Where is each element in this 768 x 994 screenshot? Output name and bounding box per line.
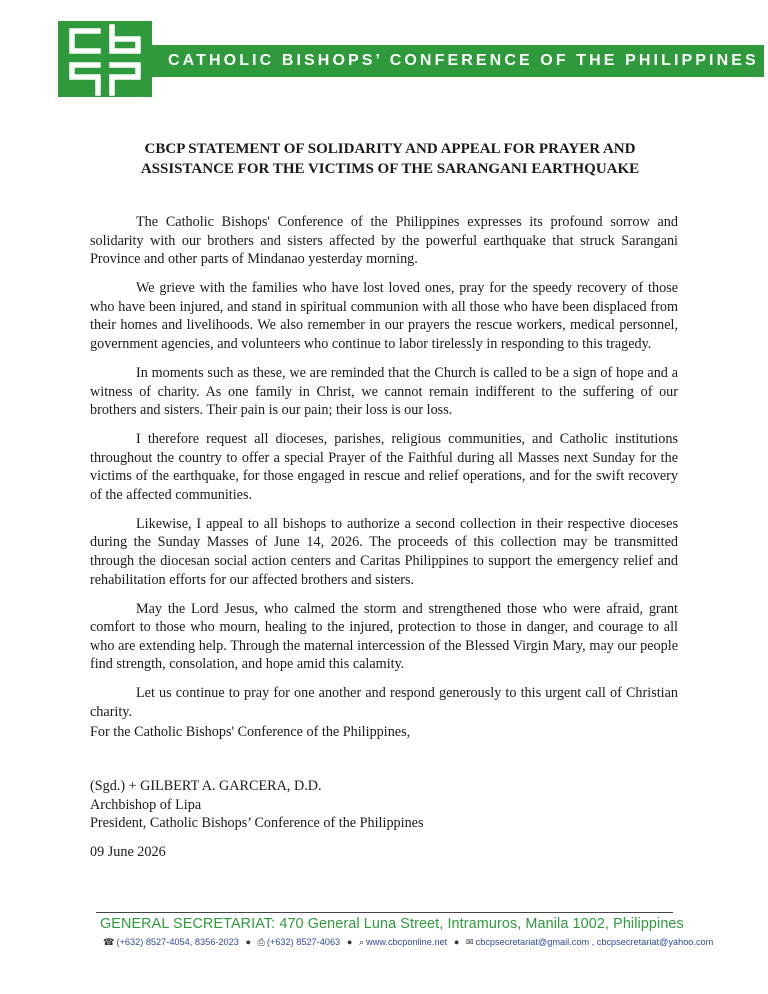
document-title-line-1: CBCP STATEMENT OF SOLIDARITY AND APPEAL FOR PRAYER AND [144, 141, 636, 157]
phone-numbers: (+632) 8527-4054, 8356-2023 [116, 937, 239, 947]
separator: ● [245, 937, 251, 947]
document-date: 09 June 2026 [90, 844, 166, 860]
signatory-title: Archbishop of Lipa [90, 796, 202, 813]
cbcp-logo [58, 21, 152, 97]
separator: ● [453, 937, 460, 947]
separator: ● [346, 937, 353, 947]
organization-name: CATHOLIC BISHOPS’ CONFERENCE OF THE PHILIPPINES [168, 52, 759, 69]
globe-icon: ⌕ [358, 937, 365, 947]
footer-divider [96, 912, 673, 913]
document-title-line-2: ASSISTANCE FOR THE VICTIMS OF THE SARANGANI EARTHQUAKE [140, 161, 640, 177]
email-icon: ✉ [465, 937, 474, 947]
paragraph: We grieve with the families who have lost loved ones, pray for the speedy recovery of those who have been injured, and stand in spiritual communion with all those who have been displaced from their homes and livelihoods. We also remember in our prayers the rescue workers, medical personnel, government agencies, and volunteers who continue to labor tirelessly in responding to this tragedy. [90, 280, 678, 352]
email-addresses[interactable]: cbcpsecretariat@gmail.com , cbcpsecretariat@yahoo.com [475, 937, 714, 947]
signature-block [90, 777, 423, 833]
fax-icon: ⎙ [257, 937, 265, 947]
footer-contacts [103, 937, 713, 948]
signatory-name: (Sgd.) + GILBERT A. GARCERA, D.D. [90, 778, 322, 794]
footer-address: GENERAL SECRETARIAT: 470 General Luna Street, Intramuros, Manila 1002, Philippines [100, 916, 684, 932]
paragraph: Let us continue to pray for one another and respond generously to this urgent call of Christian charity. [90, 685, 678, 720]
statement-body [90, 213, 678, 732]
paragraph: Likewise, I appeal to all bishops to authorize a second collection in their respective dioceses during the Sunday Masses of June 14, 2026. The proceeds of this collection may be transmitted through the diocesan social action centers and Caritas Philippines to support the emergency relief and rehabilitation efforts for our affected brothers and sisters. [90, 515, 678, 588]
closing-line: For the Catholic Bishops' Conference of the Philippines, [90, 724, 411, 740]
phone-icon: ☎ [103, 937, 115, 947]
paragraph: The Catholic Bishops' Conference of the Philippines expresses its profound sorrow and solidarity with our brothers and sisters affected by the powerful earthquake that struck Sarangani Province and other parts of Mindanao yesterday morning. [90, 214, 678, 268]
paragraph: In moments such as these, we are reminded that the Church is called to be a sign of hope and a witness of charity. As one family in Christ, we cannot remain indifferent to the suffering of our brothers and sisters. Their pain is our pain; their loss is our loss. [90, 364, 678, 419]
website-link[interactable]: www.cbcponline.net [366, 937, 448, 947]
paragraph: I therefore request all dioceses, parishes, religious communities, and Catholic institutions throughout the country to offer a special Prayer of the Faithful during all Masses next Sunday for the victims of the earthquake, for those engaged in rescue and relief operations, and for the swift recovery of the affected communities. [90, 431, 678, 503]
document-title [90, 139, 690, 179]
signatory-position: President, Catholic Bishops’ Conference of the Philippines [90, 815, 424, 832]
fax-number: (+632) 8527-4063 [266, 937, 341, 947]
paragraph: May the Lord Jesus, who calmed the storm and strengthened those who were afraid, grant comfort to those who mourn, healing to the injured, protection to those in danger, and courage to all who are extending help. Through the maternal intercession of the Blessed Virgin Mary, may our people find strength, consolation, and hope amid this calamity. [90, 600, 678, 673]
